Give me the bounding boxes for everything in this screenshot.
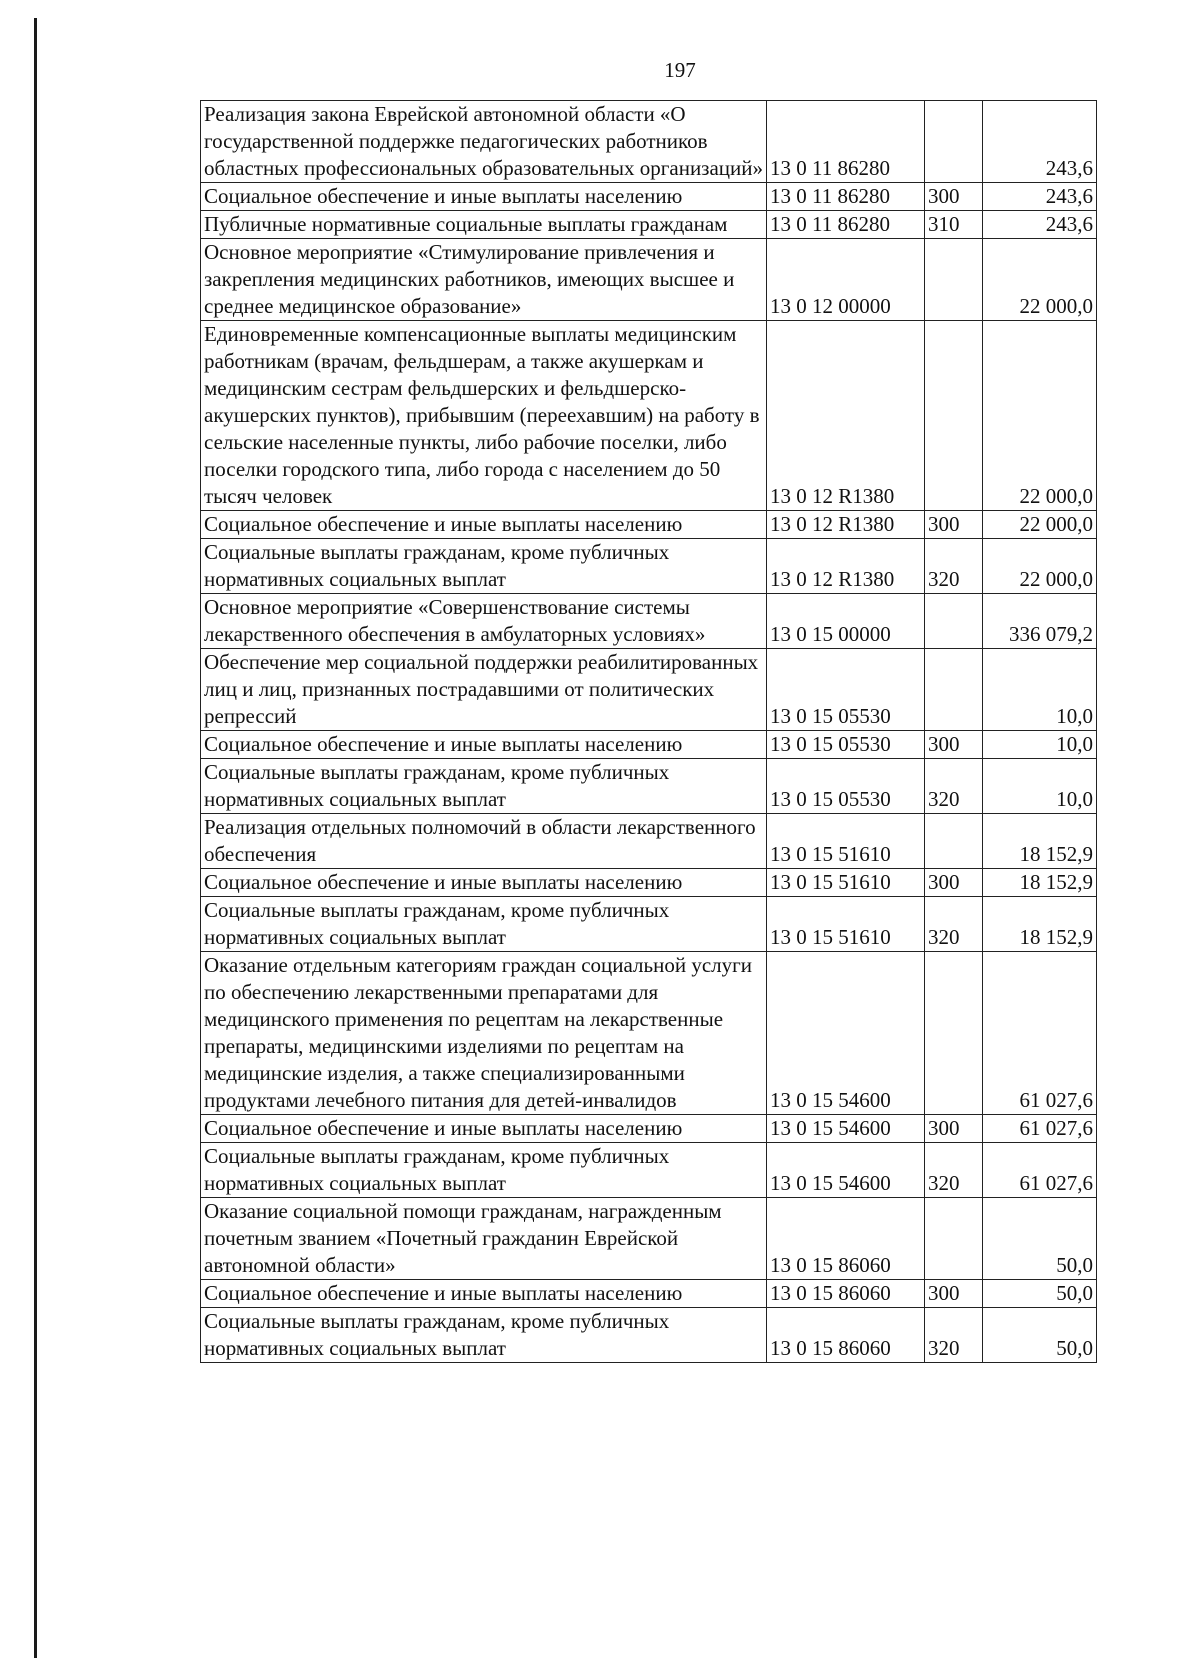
- row-name-cell: Социальные выплаты гражданам, кроме публичных нормативных социальных выплат: [201, 1308, 767, 1363]
- table-row: [201, 183, 1097, 211]
- table-row: [201, 211, 1097, 239]
- row-amount-cell: 50,0: [983, 1308, 1097, 1363]
- row-vr-cell: 300: [925, 511, 983, 539]
- row-name-cell: Социальные выплаты гражданам, кроме публичных нормативных социальных выплат: [201, 759, 767, 814]
- row-amount-cell: 243,6: [983, 211, 1097, 239]
- row-code-cell: 13 0 15 05530: [767, 759, 925, 814]
- row-amount-cell: 18 152,9: [983, 869, 1097, 897]
- row-code-cell: 13 0 11 86280: [767, 211, 925, 239]
- row-code-cell: 13 0 15 51610: [767, 897, 925, 952]
- table-row: [201, 1143, 1097, 1198]
- row-amount-cell: 18 152,9: [983, 897, 1097, 952]
- row-name-cell: Оказание социальной помощи гражданам, награжденным почетным званием «Почетный гражданин Еврейской автономной области»: [201, 1198, 767, 1280]
- row-amount-cell: 50,0: [983, 1198, 1097, 1280]
- row-vr-cell: [925, 1198, 983, 1280]
- row-name-cell: Социальное обеспечение и иные выплаты населению: [201, 183, 767, 211]
- row-code-cell: 13 0 15 86060: [767, 1308, 925, 1363]
- row-code-cell: 13 0 15 54600: [767, 1115, 925, 1143]
- row-amount-cell: 243,6: [983, 183, 1097, 211]
- row-amount-cell: 336 079,2: [983, 594, 1097, 649]
- row-code-cell: 13 0 15 05530: [767, 649, 925, 731]
- table-row: [201, 511, 1097, 539]
- page-number: 197: [664, 58, 696, 82]
- row-vr-cell: 320: [925, 1308, 983, 1363]
- row-vr-cell: 320: [925, 897, 983, 952]
- table-row: [201, 239, 1097, 321]
- row-vr-cell: 300: [925, 183, 983, 211]
- budget-table-body: [201, 101, 1097, 1363]
- table-row: [201, 101, 1097, 183]
- row-amount-cell: 50,0: [983, 1280, 1097, 1308]
- row-code-cell: 13 0 11 86280: [767, 101, 925, 183]
- binding-margin-line: [34, 18, 37, 1658]
- row-code-cell: 13 0 12 R1380: [767, 511, 925, 539]
- table-row: [201, 321, 1097, 511]
- row-vr-cell: [925, 321, 983, 511]
- row-code-cell: 13 0 15 51610: [767, 814, 925, 869]
- row-name-cell: Публичные нормативные социальные выплаты гражданам: [201, 211, 767, 239]
- row-amount-cell: 243,6: [983, 101, 1097, 183]
- row-amount-cell: 22 000,0: [983, 321, 1097, 511]
- row-amount-cell: 10,0: [983, 759, 1097, 814]
- table-row: [201, 1115, 1097, 1143]
- row-code-cell: 13 0 15 00000: [767, 594, 925, 649]
- table-row: [201, 594, 1097, 649]
- row-code-cell: 13 0 12 R1380: [767, 539, 925, 594]
- row-vr-cell: [925, 952, 983, 1115]
- row-name-cell: Социальные выплаты гражданам, кроме публичных нормативных социальных выплат: [201, 539, 767, 594]
- table-row: [201, 1308, 1097, 1363]
- table-row: [201, 814, 1097, 869]
- row-vr-cell: [925, 101, 983, 183]
- row-name-cell: Единовременные компенсационные выплаты медицинским работникам (врачам, фельдшерам, а также акушеркам и медицинским сестрам фельдшерских и фельдшерско-акушерских пунктов), прибывшим (переехавшим) на работу в сельские населенные пункты, либо рабочие поселки, либо поселки городского типа, либо города с населением до 50 тысяч человек: [201, 321, 767, 511]
- row-code-cell: 13 0 15 51610: [767, 869, 925, 897]
- row-name-cell: Основное мероприятие «Совершенствование системы лекарственного обеспечения в амбулаторных условиях»: [201, 594, 767, 649]
- row-name-cell: Социальные выплаты гражданам, кроме публичных нормативных социальных выплат: [201, 1143, 767, 1198]
- row-name-cell: Оказание отдельным категориям граждан социальной услуги по обеспечению лекарственными препаратами для медицинского применения по рецептам на лекарственные препараты, медицинскими изделиями по рецептам на медицинские изделия, а также специализированными продуктами лечебного питания для детей-инвалидов: [201, 952, 767, 1115]
- row-vr-cell: 300: [925, 731, 983, 759]
- row-code-cell: 13 0 15 54600: [767, 1143, 925, 1198]
- row-vr-cell: 320: [925, 539, 983, 594]
- table-row: [201, 649, 1097, 731]
- row-code-cell: 13 0 15 86060: [767, 1280, 925, 1308]
- row-vr-cell: 320: [925, 759, 983, 814]
- row-amount-cell: 18 152,9: [983, 814, 1097, 869]
- row-vr-cell: 300: [925, 1280, 983, 1308]
- row-vr-cell: 300: [925, 1115, 983, 1143]
- table-row: [201, 897, 1097, 952]
- row-amount-cell: 10,0: [983, 649, 1097, 731]
- row-name-cell: Социальное обеспечение и иные выплаты населению: [201, 869, 767, 897]
- table-row: [201, 1198, 1097, 1280]
- table-row: [201, 539, 1097, 594]
- row-amount-cell: 22 000,0: [983, 239, 1097, 321]
- row-code-cell: 13 0 12 00000: [767, 239, 925, 321]
- row-vr-cell: [925, 814, 983, 869]
- table-row: [201, 1280, 1097, 1308]
- row-vr-cell: [925, 649, 983, 731]
- row-vr-cell: [925, 239, 983, 321]
- row-code-cell: 13 0 15 05530: [767, 731, 925, 759]
- row-amount-cell: 22 000,0: [983, 511, 1097, 539]
- row-vr-cell: [925, 594, 983, 649]
- row-name-cell: Обеспечение мер социальной поддержки реабилитированных лиц и лиц, признанных пострадавшими от политических репрессий: [201, 649, 767, 731]
- row-name-cell: Основное мероприятие «Стимулирование привлечения и закрепления медицинских работников, имеющих высшее и среднее медицинское образование»: [201, 239, 767, 321]
- row-vr-cell: 320: [925, 1143, 983, 1198]
- budget-table: [200, 100, 1097, 1363]
- table-row: [201, 759, 1097, 814]
- row-amount-cell: 61 027,6: [983, 1115, 1097, 1143]
- row-code-cell: 13 0 12 R1380: [767, 321, 925, 511]
- row-amount-cell: 10,0: [983, 731, 1097, 759]
- row-code-cell: 13 0 11 86280: [767, 183, 925, 211]
- row-amount-cell: 61 027,6: [983, 1143, 1097, 1198]
- table-row: [201, 952, 1097, 1115]
- row-vr-cell: 300: [925, 869, 983, 897]
- row-name-cell: Реализация закона Еврейской автономной области «О государственной поддержке педагогических работников областных профессиональных образовательных организаций»: [201, 101, 767, 183]
- row-name-cell: Социальное обеспечение и иные выплаты населению: [201, 1280, 767, 1308]
- row-name-cell: Социальные выплаты гражданам, кроме публичных нормативных социальных выплат: [201, 897, 767, 952]
- row-code-cell: 13 0 15 54600: [767, 952, 925, 1115]
- row-amount-cell: 61 027,6: [983, 952, 1097, 1115]
- row-name-cell: Социальное обеспечение и иные выплаты населению: [201, 731, 767, 759]
- table-row: [201, 731, 1097, 759]
- row-name-cell: Реализация отдельных полномочий в области лекарственного обеспечения: [201, 814, 767, 869]
- row-vr-cell: 310: [925, 211, 983, 239]
- row-name-cell: Социальное обеспечение и иные выплаты населению: [201, 511, 767, 539]
- row-name-cell: Социальное обеспечение и иные выплаты населению: [201, 1115, 767, 1143]
- table-row: [201, 869, 1097, 897]
- row-amount-cell: 22 000,0: [983, 539, 1097, 594]
- row-code-cell: 13 0 15 86060: [767, 1198, 925, 1280]
